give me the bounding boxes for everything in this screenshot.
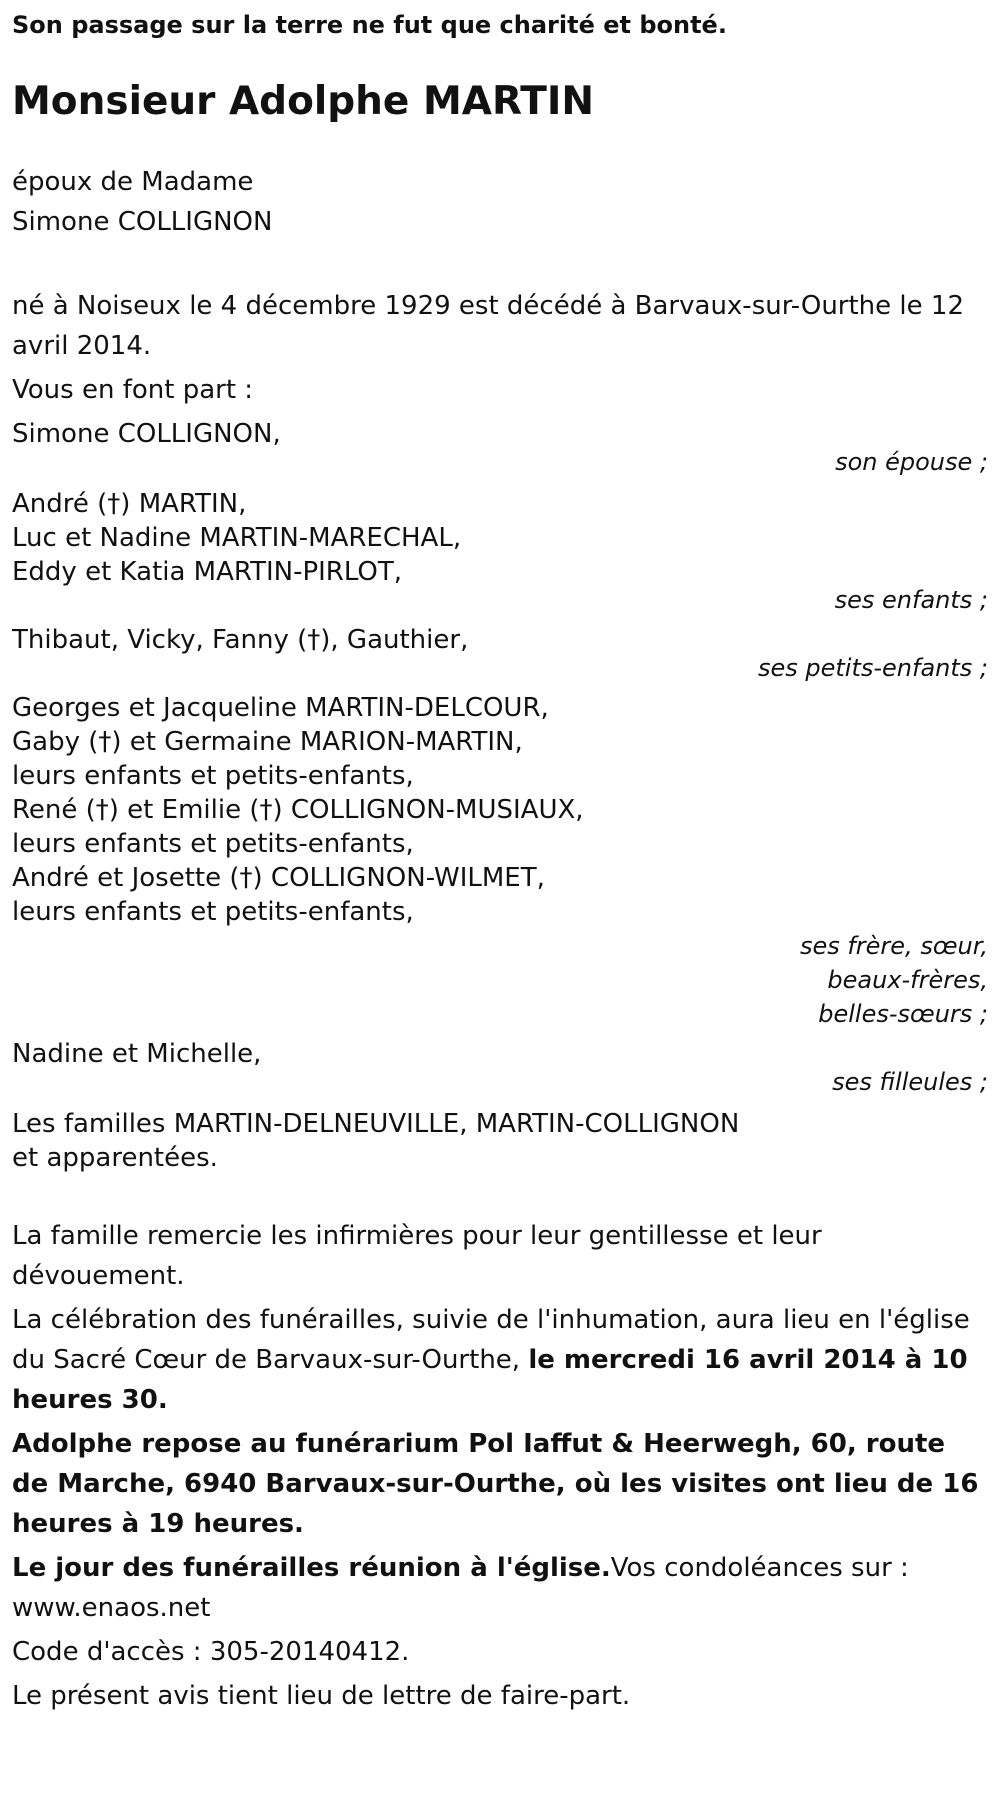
family-line: Luc et Nadine MARTIN-MARECHAL, (12, 523, 462, 553)
family-group-godchildren (12, 1034, 988, 1102)
family-line: Nadine et Michelle, (12, 1039, 262, 1069)
access-code: Code d'accès : 305-20140412. (12, 1637, 410, 1667)
birth-death-statement: né à Noiseux le 4 décembre 1929 est décédé à Barvaux-sur-Ourthe le 12 avril 2014. (12, 291, 964, 361)
deceased-name: Monsieur Adolphe MARTIN (12, 79, 594, 124)
family-line: Georges et Jacqueline MARTIN-DELCOUR, (12, 693, 549, 723)
family-group-spouse (12, 414, 988, 482)
spouse-line-1: époux de Madame (12, 167, 254, 197)
relation-label: ses frère, sœur, (799, 932, 988, 960)
family-line: René (†) et Emilie (†) COLLIGNON-MUSIAUX, (12, 795, 584, 825)
closing-statement: Le présent avis tient lieu de lettre de faire-part. (12, 1681, 631, 1711)
epigraph: Son passage sur la terre ne fut que charité et bonté. (12, 11, 727, 39)
ceremony-text: La célébration des funérailles, suivie de l'inhumation, aura lieu en l'église du Sacré Cœur de Barvaux-sur-Ourthe, (12, 1305, 970, 1375)
family-line: et apparentées. (12, 1143, 218, 1173)
family-line: Simone COLLIGNON, (12, 419, 281, 449)
family-line: Thibaut, Vicky, Fanny (†), Gauthier, (12, 625, 469, 655)
condolences-text: Vos condoléances sur : www.enaos.net (12, 1553, 909, 1623)
family-group-siblings (12, 688, 988, 1034)
family-line: André (†) MARTIN, (12, 489, 247, 519)
thanks-statement: La famille remercie les infirmières pour leur gentillesse et leur dévouement. (12, 1221, 822, 1291)
family-line: André et Josette (†) COLLIGNON-WILMET, (12, 863, 545, 893)
relation-label: ses filleules ; (832, 1068, 988, 1096)
relation-label: ses petits-enfants ; (757, 654, 988, 682)
relation-label: ses enfants ; (834, 586, 988, 614)
relation-label: belles-sœurs ; (818, 1000, 988, 1028)
ceremony-date: le mercredi 16 avril 2014 à 10 heures 30. (12, 1345, 968, 1415)
announce-intro: Vous en font part : (12, 375, 254, 405)
relation-label: beaux-frères, (827, 966, 988, 994)
visitation-statement: Adolphe repose au funérarium Pol Iaffut & Heerwegh, 60, route de Marche, 6940 Barvaux-sur-Ourthe, où les visites ont lieu de 16 heures à 19 heures. (12, 1429, 979, 1539)
family-group-grandchildren (12, 620, 988, 688)
family-line: leurs enfants et petits-enfants, (12, 829, 414, 859)
family-line: leurs enfants et petits-enfants, (12, 761, 414, 791)
relation-label: son épouse ; (835, 448, 988, 476)
family-line: Gaby (†) et Germaine MARION-MARTIN, (12, 727, 523, 757)
ceremony-statement (12, 1300, 988, 1420)
family-group-related (12, 1104, 988, 1178)
meeting-bold: Le jour des funérailles réunion à l'église. (12, 1553, 611, 1583)
family-line: Eddy et Katia MARTIN-PIRLOT, (12, 557, 403, 587)
spouse-line-2: Simone COLLIGNON (12, 207, 273, 237)
family-line: Les familles MARTIN-DELNEUVILLE, MARTIN-COLLIGNON (12, 1109, 740, 1139)
meeting-statement (12, 1548, 988, 1628)
family-line: leurs enfants et petits-enfants, (12, 897, 414, 927)
family-group-children (12, 484, 988, 620)
